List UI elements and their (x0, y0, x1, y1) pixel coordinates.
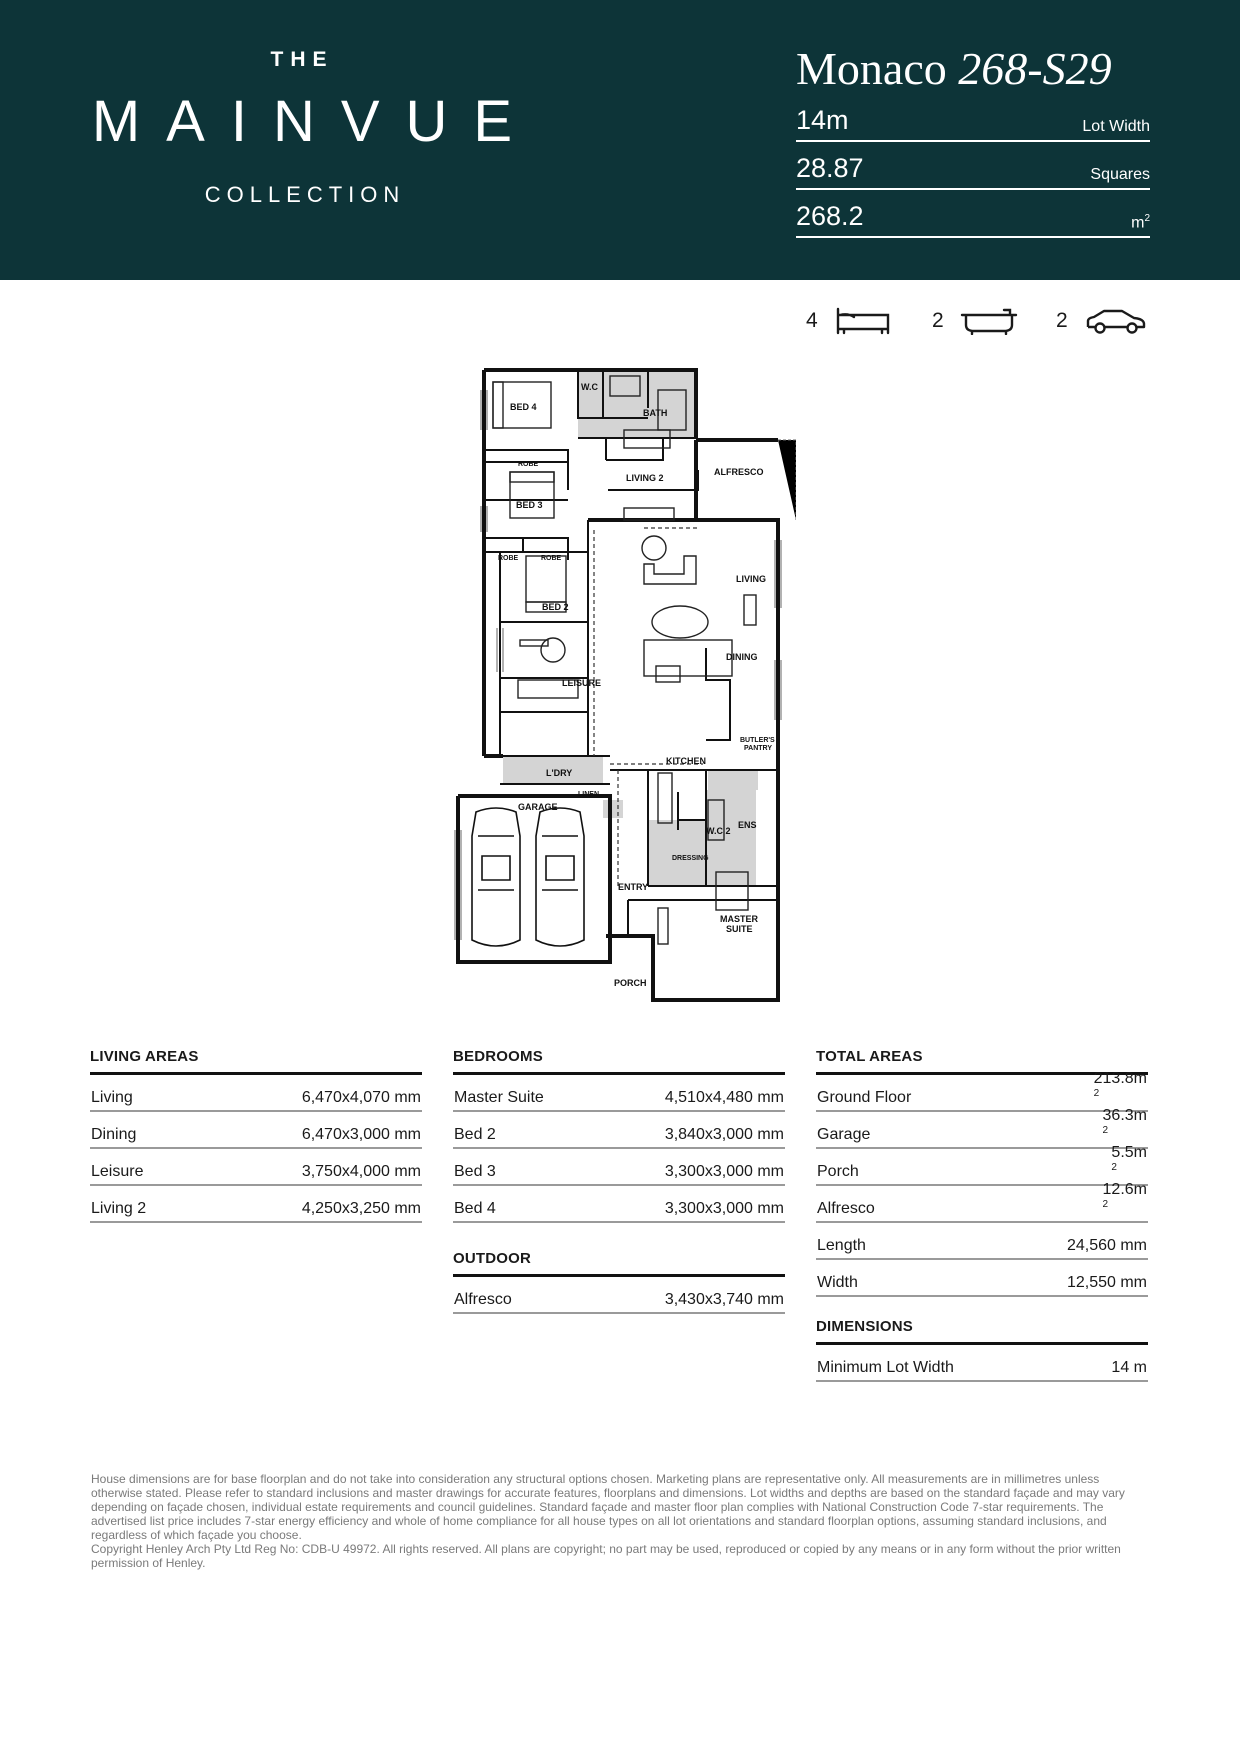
home-name: Monaco (796, 43, 947, 94)
room-label: KITCHEN (666, 756, 706, 766)
room-label: BED 3 (516, 500, 543, 510)
table-row: Width 12,550 mm (816, 1260, 1148, 1297)
table-row: Living 6,470x4,070 mm (90, 1075, 422, 1112)
section-heading: LIVING AREAS (90, 1048, 422, 1075)
section-heading: TOTAL AREAS (816, 1048, 1148, 1075)
table-row: Leisure 3,750x4,000 mm (90, 1149, 422, 1186)
home-title (796, 42, 1112, 95)
home-code: 268-S29 (958, 43, 1112, 94)
spec-lot-width (796, 94, 1150, 142)
spec-value: 268.2 (796, 201, 864, 231)
table-row: Alfresco 12.6m $^2$ (816, 1186, 1148, 1223)
table-row: Length 24,560 mm (816, 1223, 1148, 1260)
table-row: Porch 5.5m $^2$ (816, 1149, 1148, 1186)
table-row: Bed 4 3,300x3,000 mm (453, 1186, 785, 1223)
room-label: ROBE (518, 461, 539, 468)
floor-plan (448, 360, 796, 1016)
spec-label: Squares (1090, 166, 1150, 183)
room-label: ROBE (498, 555, 519, 562)
room-label: GARAGE (518, 802, 558, 812)
car-icon (1084, 307, 1148, 335)
spec-value: 28.87 (796, 153, 864, 183)
room-label: L'DRY (546, 768, 573, 778)
room-label: ROBE (541, 555, 562, 562)
table-row: Dining 6,470x3,000 mm (90, 1112, 422, 1149)
spec-label: Lot Width (1082, 118, 1150, 135)
room-label: ENTRY (618, 882, 649, 892)
room-label: BUTLER'S (740, 737, 775, 744)
room-label: BATH (643, 408, 668, 418)
section-heading: DIMENSIONS (816, 1318, 1148, 1345)
bedrooms-table (453, 1048, 785, 1223)
room-label: BED 4 (510, 402, 537, 412)
bed-icon (834, 307, 892, 335)
bedroom-count: 4 (806, 309, 818, 332)
bathroom-count: 2 (932, 309, 944, 332)
room-label: PANTRY (744, 745, 772, 752)
garage-cars (472, 808, 584, 946)
room-label: LIVING 2 (626, 473, 664, 483)
brand-logo: MAINVUE (91, 89, 539, 154)
garage-count: 2 (1056, 309, 1068, 332)
room-label: DRESSING (672, 855, 709, 862)
copyright-text: Copyright Henley Arch Pty Ltd Reg No: CDB-U 49972. All rights reserved. All plans are copyright; no part may be used, reproduced or copied by any means or in any form without the prior written permission of Henley. (91, 1542, 1121, 1570)
table-row: Master Suite 4,510x4,480 mm (453, 1075, 785, 1112)
spec-value: 14m (796, 105, 849, 135)
brand-the: THE (270, 48, 334, 71)
header-banner (0, 0, 1240, 280)
table-row: Bed 2 3,840x3,000 mm (453, 1112, 785, 1149)
room-label: DINING (726, 652, 758, 662)
table-row: Alfresco 3,430x3,740 mm (453, 1277, 785, 1314)
room-label: LINEN (578, 791, 599, 798)
table-row: Ground Floor 213.8m $^2$ (816, 1075, 1148, 1112)
feature-icons (0, 303, 1240, 339)
spec-area (796, 190, 1150, 238)
room-label: W.C (581, 382, 598, 392)
floor-plan-drawing (448, 360, 796, 1016)
room-label: W.C 2 (706, 826, 731, 836)
section-heading: BEDROOMS (453, 1048, 785, 1075)
table-row: Minimum Lot Width 14 m (816, 1345, 1148, 1382)
room-label: ENS (738, 820, 757, 830)
room-label: LIVING (736, 574, 767, 584)
room-label: ALFRESCO (714, 467, 764, 477)
disclaimer (91, 1472, 1153, 1570)
table-row: Garage 36.3m $^2$ (816, 1112, 1148, 1149)
room-label: LEISURE (562, 678, 602, 688)
disclaimer-text: House dimensions are for base floorplan and do not take into consideration any structural options chosen. Marketing plans are representative only. All measurements are in millimetres unless otherwise stated. Please refer to standard inclusions and master drawings for accurate features, floorplans and dimensions. Lot widths and depths are based on the standard façade and may vary depending on façade chosen, individual estate requirements and council guidelines. Standard façade and master floor plan complies with National Construction Code 7-star requirements. The advertised list price includes 7-star energy efficiency and whole of home compliance for all house types on all lot orientations and standard floorplan options, assuming standard inclusions, and regardless of which façade you choose. (91, 1472, 1125, 1542)
room-label: BED 2 (542, 602, 569, 612)
living-areas-table (90, 1048, 422, 1223)
room-label: PORCH (614, 978, 647, 988)
total-areas-table (816, 1048, 1148, 1297)
feature-bathrooms (932, 303, 1018, 339)
dimensions-table (816, 1318, 1148, 1382)
table-row: Bed 3 3,300x3,000 mm (453, 1149, 785, 1186)
bath-icon (960, 307, 1018, 335)
spec-label: $m^2$ (1131, 212, 1150, 231)
feature-garages (1056, 303, 1148, 339)
brand-collection: COLLECTION (204, 182, 406, 207)
room-label: MASTER (720, 914, 758, 924)
room-label: SUITE (726, 924, 753, 934)
section-heading: OUTDOOR (453, 1250, 785, 1277)
spec-squares (796, 142, 1150, 190)
table-row: Living 2 4,250x3,250 mm (90, 1186, 422, 1223)
outdoor-table (453, 1250, 785, 1314)
feature-bedrooms (806, 303, 892, 339)
